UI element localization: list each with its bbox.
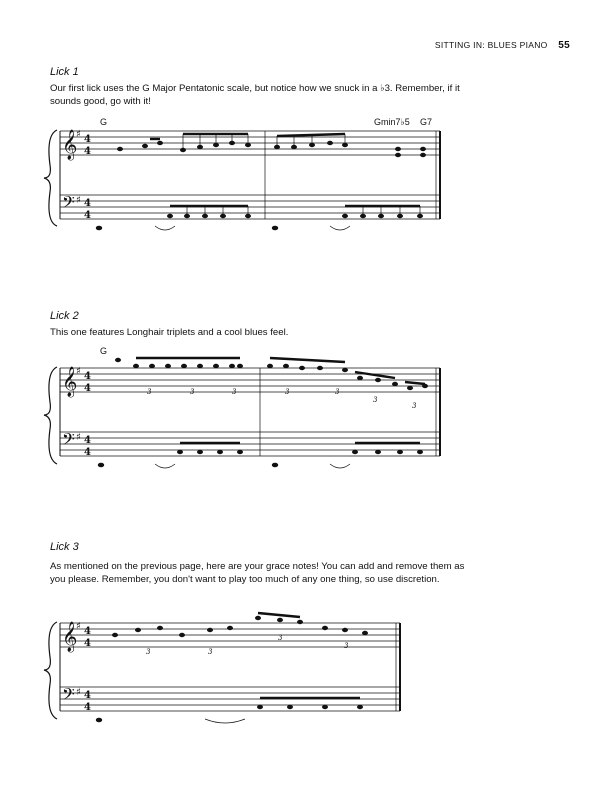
lick-3-bass-clef: 𝄢 xyxy=(62,684,75,708)
lick-1-key-sig-bass: ♯ xyxy=(76,195,81,206)
lick-3-bass-time-top: 4 xyxy=(84,690,91,701)
triplet-marker: 3 xyxy=(373,396,378,404)
lick-1-bass-time-bottom: 4 xyxy=(84,210,91,221)
lick-2-treble-clef: 𝄞 xyxy=(62,367,78,397)
lick-3-title: Lick 3 xyxy=(50,541,79,553)
lick-1-time-top: 4 xyxy=(84,134,91,145)
lick-3-time-bottom: 4 xyxy=(84,638,91,649)
triplet-marker: 3 xyxy=(146,648,151,656)
lick-3-bass-time-bottom: 4 xyxy=(84,702,91,713)
svg-text:♯: ♯ xyxy=(76,366,81,377)
lick-3-noteheads xyxy=(96,616,368,723)
lick-1-treble-staff xyxy=(60,131,440,155)
page-number: 55 xyxy=(558,40,570,51)
lick-1-noteheads xyxy=(96,141,426,231)
svg-text:♯: ♯ xyxy=(76,687,81,698)
triplet-marker: 3 xyxy=(412,402,417,410)
lick-1-key-sig-treble: ♯ xyxy=(76,129,81,140)
triplet-marker: 3 xyxy=(147,388,152,396)
lick-1-brace xyxy=(44,130,57,226)
lick-1-bass-time-top: 4 xyxy=(84,198,91,209)
lick-2-bass-time-top: 4 xyxy=(84,435,91,446)
lick-3-triplets xyxy=(146,634,349,656)
lick-1-chord-gmin7b5: Gmin7♭5 xyxy=(374,117,410,127)
svg-text:♯: ♯ xyxy=(76,432,81,443)
lick-3-treble-clef: 𝄞 xyxy=(62,622,78,652)
lick-2-description: This one features Longhair triplets and a cool blues feel. xyxy=(50,327,289,338)
lick-2-chord-g: G xyxy=(100,346,108,356)
book-title: SITTING IN: BLUES PIANO xyxy=(434,40,548,50)
lick-1-title: Lick 1 xyxy=(50,66,79,78)
lick-3-time-top: 4 xyxy=(84,626,91,637)
lick-2-bass-clef: 𝄢 xyxy=(62,429,75,453)
lick-1-bass-clef: 𝄢 xyxy=(62,192,75,216)
lick-2-time-bottom: 4 xyxy=(84,383,91,394)
triplet-marker: 3 xyxy=(285,388,290,396)
triplet-marker: 3 xyxy=(335,388,340,396)
triplet-marker: 3 xyxy=(232,388,237,396)
triplet-marker: 3 xyxy=(190,388,195,396)
svg-text:♯: ♯ xyxy=(76,621,81,632)
lick-2-triplets xyxy=(147,388,417,410)
triplet-marker: 3 xyxy=(344,642,349,650)
lick-1-chord-g7: G7 xyxy=(420,117,433,127)
triplet-marker: 3 xyxy=(208,648,213,656)
lick-1-description: Our first lick uses the G Major Pentatonic scale, but notice how we snuck in a ♭3. Remember, if it sounds good, go with it! xyxy=(50,83,460,107)
lick-1-treble-clef: 𝄞 xyxy=(62,130,78,160)
lick-3-description: As mentioned on the previous page, here are your grace notes! You can add and remove them as you please. Remember, you don't want to play too much of any one thing, so use discretion. xyxy=(50,561,465,585)
lick-2-treble-staff xyxy=(60,368,440,392)
lick-1-chord-g: G xyxy=(100,117,108,127)
lick-1-time-bottom: 4 xyxy=(84,146,91,157)
lick-1-clefs xyxy=(62,129,81,216)
lick-2-time-top: 4 xyxy=(84,371,91,382)
lick-2-bass-time-bottom: 4 xyxy=(84,447,91,458)
triplet-marker: 3 xyxy=(278,634,283,642)
lick-2-title: Lick 2 xyxy=(50,310,79,322)
